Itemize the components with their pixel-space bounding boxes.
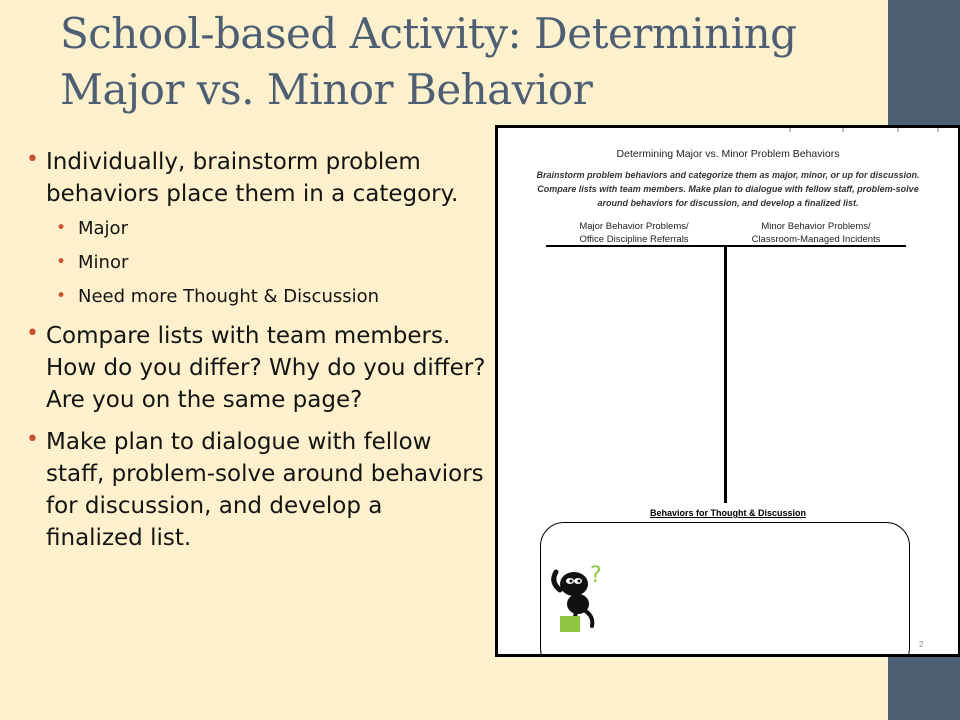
minor-column-header [726,220,906,246]
t-chart-vertical-line [724,245,727,503]
worksheet-ruler-marks [788,128,958,132]
major-column-header [544,220,724,246]
bullet-brainstorm [26,146,486,310]
major-header-line: Major Behavior Problems/ [579,221,689,232]
instructions-line: Compare lists with team members. Make plan to dialogue with fellow staff, problem-solve [537,184,919,194]
worksheet-instructions [518,168,938,210]
worksheet-page-number: 2 [919,640,924,649]
category-sublist [46,216,486,310]
svg-text:?: ? [590,563,602,588]
minor-header-line: Minor Behavior Problems/ [761,221,871,232]
worksheet-title: Determining Major vs. Minor Problem Behaviors [616,148,840,160]
worksheet-image [495,125,960,657]
minor-header-line: Classroom-Managed Incidents [751,234,881,245]
sub-bullet-minor: • Minor [46,250,486,276]
bullet-compare: • Compare lists with team members. How do you differ? Why do you differ? Are you on the same page? [26,320,486,416]
major-header-line: Office Discipline Referrals [579,234,689,245]
sub-bullet-major: • Major [46,216,486,242]
bullet-brainstorm-text: Individually, brainstorm problem behaviors place them in a category. [46,149,459,207]
sub-bullet-discussion: • Need more Thought & Discussion [46,284,486,310]
instructions-line: around behaviors for discussion, and develop a finalized list. [597,198,859,208]
slide-title: School-based Activity: Determining Major vs. Minor Behavior [60,9,797,114]
discussion-label: Behaviors for Thought & Discussion [649,508,806,518]
thinking-figure-icon [546,560,616,636]
bullet-plan: • Make plan to dialogue with fellow staff, problem-solve around behaviors for discussion, and develop a finalized list. [26,426,486,554]
bullet-list [26,146,486,554]
instructions-line: Brainstorm problem behaviors and categorize them as major, minor, or up for discussion. [536,170,920,180]
